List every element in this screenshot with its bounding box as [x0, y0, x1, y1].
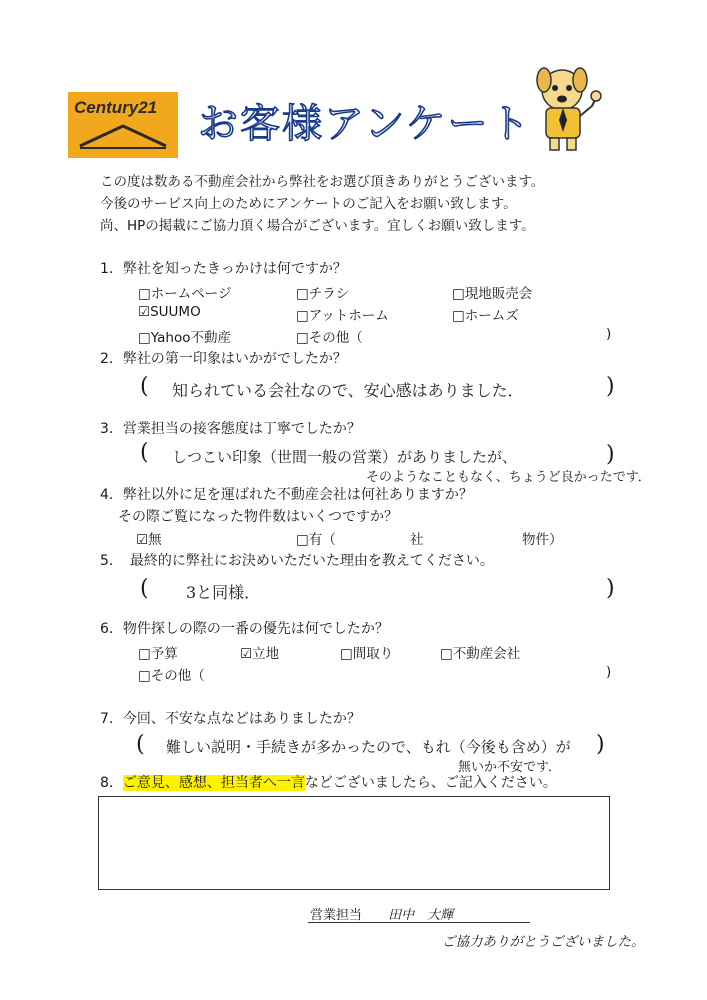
- q3-close-paren: ): [606, 442, 615, 467]
- intro-line-1: この度は数ある不動産会社から弊社をお選び頂きありがとうございます。: [100, 174, 545, 190]
- q7-handwritten-answer-2: 無いか不安です．: [458, 760, 561, 775]
- q6-option-other[interactable]: □その他（: [138, 668, 205, 684]
- q6-close-paren: ): [606, 664, 612, 680]
- question-6: 6．物件探しの際の一番の優先は何でしたか？: [100, 621, 389, 637]
- q4-option-none[interactable]: ☑無: [136, 532, 162, 548]
- q6-option-location[interactable]: ☑立地: [240, 646, 280, 662]
- q3-handwritten-answer-2: そのようなこともなく、ちょうど良かったです．: [366, 470, 651, 485]
- q7-open-paren: (: [136, 732, 145, 757]
- century21-logo: [68, 92, 178, 158]
- question-1: 1．弊社を知ったきっかけは何ですか？: [100, 261, 347, 277]
- q8-prefix: 8．: [100, 775, 123, 791]
- intro-line-2: 今後のサービス向上のためにアンケートのご記入をお願い致します。: [100, 196, 517, 212]
- q5-open-paren: (: [140, 576, 149, 601]
- q8-suffix: などございましたら、ご記入ください。: [304, 775, 557, 791]
- q1-close-paren: ): [606, 326, 612, 342]
- signature-underline: [308, 922, 530, 923]
- intro-line-3: 尚、HPの掲載にご協力頂く場合がございます。宜しくお願い致します。: [100, 218, 535, 234]
- house-roof-icon: [76, 122, 170, 150]
- question-3: 3．営業担当の接客態度は丁寧でしたか？: [100, 421, 361, 437]
- q1-option-yahoo[interactable]: □Yahoo不動産: [138, 330, 231, 346]
- q3-handwritten-answer-1: しつこい印象（世間一般の営業）がありましたが、: [172, 448, 518, 466]
- mascot-dog-illustration: [530, 62, 610, 154]
- q2-handwritten-answer: 知られている会社なので、安心感はありました．: [172, 381, 524, 400]
- sales-rep-line: [310, 904, 453, 923]
- q7-handwritten-answer-1: 難しい説明・手続きが多かったので、もれ（今後も含め）が: [166, 738, 571, 756]
- question-7: 7．今回、不安な点などはありましたか？: [100, 711, 361, 727]
- q4-unit-company: 社: [410, 532, 424, 548]
- q8-highlighted-text: ご意見、感想、担当者へ一言: [122, 775, 305, 791]
- q2-close-paren: ): [606, 374, 615, 399]
- q1-option-athome[interactable]: □アットホーム: [296, 308, 389, 324]
- q1-option-homepage[interactable]: □ホームページ: [138, 286, 232, 302]
- question-4-sub: その際ご覧になった物件数はいくつですか？: [118, 509, 398, 525]
- page-title: お客様アンケート: [198, 101, 532, 147]
- comment-box[interactable]: [98, 796, 610, 890]
- q6-option-budget[interactable]: □予算: [138, 646, 178, 662]
- question-5: 5． 最終的に弊社にお決めいただいた理由を教えてください。: [100, 553, 494, 569]
- q1-option-other[interactable]: □その他（: [296, 330, 363, 346]
- q7-close-paren: ): [596, 732, 605, 757]
- q2-open-paren: (: [140, 374, 149, 399]
- question-2: 2．弊社の第一印象はいかがでしたか？: [100, 351, 347, 367]
- q4-unit-property: 物件）: [522, 532, 563, 548]
- question-4: 4．弊社以外に足を運ばれた不動産会社は何社ありますか？: [100, 487, 473, 503]
- sales-rep-label: 営業担当: [310, 908, 363, 923]
- q1-option-suumo[interactable]: ☑SUUMO: [138, 304, 201, 320]
- q5-handwritten-answer: 3と同様．: [186, 583, 261, 602]
- q4-option-yes[interactable]: □有（: [296, 532, 336, 548]
- q6-option-layout[interactable]: □間取り: [340, 646, 394, 662]
- question-8: [100, 772, 557, 792]
- q6-option-agency[interactable]: □不動産会社: [440, 646, 521, 662]
- q1-option-open-house[interactable]: □現地販売会: [452, 286, 533, 302]
- q3-open-paren: (: [140, 440, 149, 465]
- sales-rep-name: 田中 大輝: [388, 908, 454, 923]
- logo-text: Century21: [74, 98, 158, 117]
- thanks-message: ご協力ありがとうございました。: [442, 934, 645, 950]
- q1-option-flyer[interactable]: □チラシ: [296, 286, 350, 302]
- q1-option-homes[interactable]: □ホームズ: [452, 308, 519, 324]
- q5-close-paren: ): [606, 576, 615, 601]
